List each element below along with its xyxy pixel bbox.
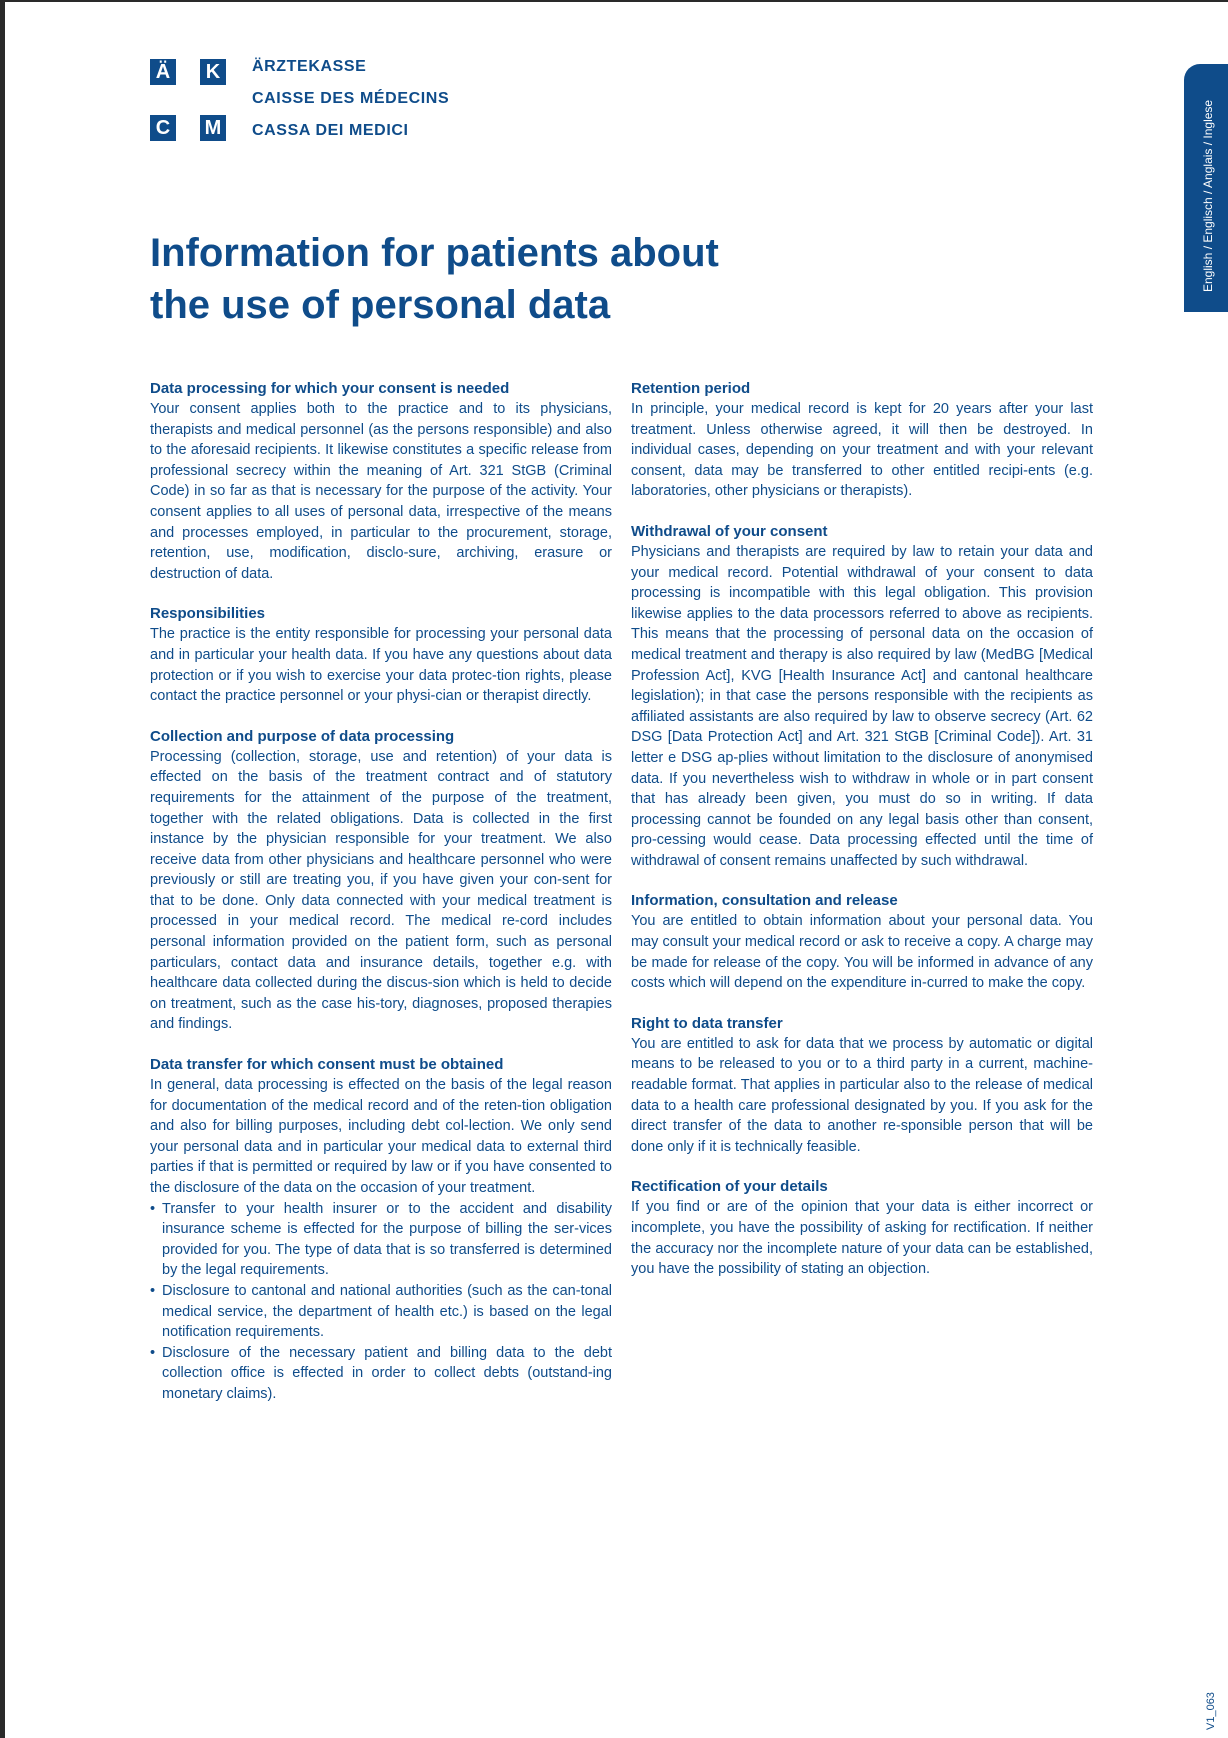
bullet-list (150, 1199, 612, 1405)
section-withdrawal (631, 522, 1093, 872)
section-heading: Retention period (631, 380, 751, 397)
section-information (631, 891, 1093, 993)
section-heading: Responsibilities (150, 605, 266, 623)
logo-letter-a: Ä (150, 59, 176, 85)
right-column (631, 379, 1093, 1300)
section-heading: Collection and purpose of data processing (150, 727, 455, 745)
bullet-icon: • (150, 1200, 156, 1217)
section-rectification (631, 1177, 1093, 1279)
section-body: Physicians and therapists are required by law to retain your data and your medical record. Potential withdrawal of your consent to data processing is incompatible with this legal obligation. This provision likewise applies to the data processors referred to above as recipients. This means that the processing of personal data on the occasion of medical treatment and therapy is also required by law (MedBG [Medical Profession Act], KVG [Health Insurance Act] and cantonal healthcare legislation); in that case the persons responsible with the recipients as affiliated assistants are also required by law to observe secrecy (Art. 62 DSG [Data Protection Act] and Art. 321 StGB [Criminal Code]). Art. 31 letter e DSG ap-plies without limitation to the disclosure of anonymised data. If you nevertheless wish to withdraw in whole or in part consent that has already been given, you must do so in writing. If data processing cannot be founded on any legal basis other than consent, pro-cessing would cease. Data processing effected until the time of withdrawal of consent remains unaffected by such withdrawal. (631, 543, 1093, 869)
section-body: If you find or are of the opinion that your data is either incorrect or incomplete, you have the possibility of asking for rectification. If neither the accuracy nor the incomplete nature of your data can be established, you have the possibility of stating an objection. (631, 1199, 1093, 1278)
section-body: You are entitled to ask for data that we process by automatic or digital means to be released to you or to a third party in a current, machine-readable format. That applies in particular also to the release of medical data to a health care professional designated by you. If you ask for the direct transfer of the data to another re-sponsible person that will be done only if it is technically feasible. (631, 1035, 1093, 1155)
bullet-icon: • (150, 1344, 156, 1361)
document-page (5, 2, 1228, 1738)
section-body: In general, data processing is effected on the basis of the legal reason for documentation of the medical record and of the reten-tion obligation and also for billing purposes, including debt col-lection. We only send your personal data and in particular your medical data to external third parties if that is permitted or required by law or if you have consented to the disclosure of the data on the occasion of your treatment. (150, 1077, 612, 1196)
section-heading: Rectification of your details (631, 1178, 828, 1196)
list-item (150, 1343, 612, 1405)
section-heading: Data transfer for which consent must be obtained (150, 1056, 504, 1074)
title-line-2: the use of personal data (150, 283, 611, 327)
section-heading: Withdrawal of your consent (631, 522, 828, 540)
section-body: Your consent applies both to the practice and to its physicians, therapists and medical personnel (as the persons responsible) and also to the aforesaid recipients. It likewise constitutes a specific release from professional secrecy within the meaning of Art. 321 StGB (Criminal Code) in so far as that is necessary for the purpose of the activity. Your consent applies to all uses of personal data, irrespective of the means and processes employed, in particular to the procurement, storage, retention, use, modification, disclo-sure, archiving, erasure or destruction of data. (150, 401, 612, 582)
section-heading: Data processing for which your consent is needed (150, 380, 510, 397)
org-name-french: CAISSE DES MÉDECINS (252, 90, 450, 107)
list-item-text: Disclosure of the necessary patient and billing data to the debt collection office is effected in order to collect debts (outstand-ing monetary claims). (162, 1344, 612, 1402)
list-item-text: Transfer to your health insurer or to the accident and disability insurance scheme is effected for the purpose of billing the ser-vices provided for you. The type of data that is so transferred is determined by the legal requirements. (162, 1200, 612, 1279)
page-title (150, 227, 870, 331)
title-line-1: Information for patients about (150, 231, 719, 275)
language-tab-label: English / Englisch / Anglais / Inglese (1201, 99, 1215, 292)
organization-names (252, 57, 449, 153)
list-item-text: Disclosure to cantonal and national authorities (such as the can-tonal medical service, the department of health etc.) is based on the legal notification requirements. (162, 1282, 612, 1341)
section-body: You are entitled to obtain information about your personal data. You may consult your medical record or ask to receive a copy. A charge may be made for release of the copy. You will be informed in advance of any costs which will depend on the expenditure in-curred to make the copy. (631, 913, 1093, 992)
section-body: In principle, your medical record is kept for 20 years after your last treatment. Unless otherwise agreed, it will then be destroyed. In individual cases, depending on your treatment and with your relevant consent, data may be transferred to other entitled recipi-ents (e.g. laboratories, other physicians or therapists). (631, 401, 1093, 500)
bullet-icon: • (150, 1282, 156, 1299)
section-data-portability (631, 1014, 1093, 1158)
section-consent (150, 379, 612, 584)
list-item (150, 1199, 612, 1281)
logo-letter-m: M (200, 115, 226, 141)
logo-letter-c: C (150, 115, 176, 141)
section-retention (631, 379, 1093, 502)
section-body: The practice is the entity responsible for processing your personal data and in particular your health data. If you have any questions about data protection or if you wish to exercise your data protec-tion rights, please contact the practice personnel or your physi-cian or therapist directly. (150, 626, 612, 705)
logo-letter-k: K (200, 59, 226, 85)
list-item (150, 1281, 612, 1343)
org-name-italian: CASSA DEI MEDICI (252, 122, 409, 139)
section-body: Processing (collection, storage, use and retention) of your data is effected on the basis of the treatment contract and of statutory requirements for the attainment of the purpose of the treatment, together with the related obligations. Data is collected in the first instance by the physician responsible for your treatment. We also receive data from other physicians and healthcare personnel who were previously or still are treating you, if you have given your con-sent for that to be done. Only data connected with your medical treatment is processed in your medical record. The medical re-cord includes personal information provided on the patient form, such as personal particulars, contact data and insurance details, together e.g. with healthcare data collected during the discus-sion which is held to decide on treatment, such as the case his-tory, diagnoses, proposed therapies and findings. (150, 748, 612, 1033)
section-heading: Information, consultation and release (631, 892, 898, 910)
section-responsibilities (150, 604, 612, 706)
version-code: V1_063 (1205, 1692, 1217, 1730)
org-name-german: ÄRZTEKASSE (252, 58, 367, 75)
section-heading: Right to data transfer (631, 1014, 783, 1032)
left-column (150, 379, 612, 1425)
section-data-transfer (150, 1055, 612, 1405)
section-collection (150, 727, 612, 1035)
